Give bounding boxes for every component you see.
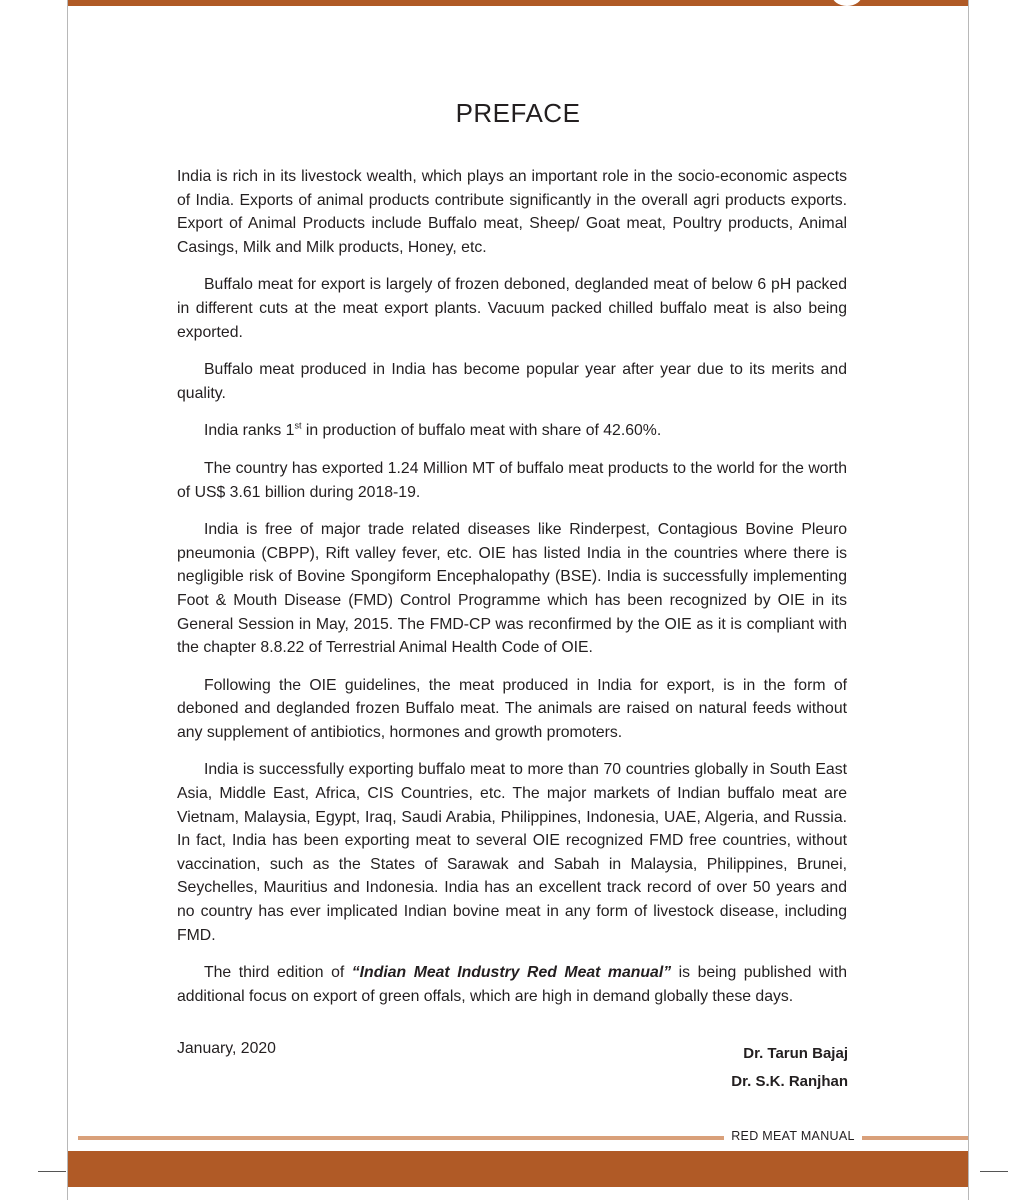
- signature-date: January, 2020: [177, 1040, 276, 1057]
- page-edge-left: [67, 0, 68, 1200]
- page-edge-right: [968, 0, 969, 1200]
- manual-title-emphasis: “Indian Meat Industry Red Meat manual”: [351, 964, 672, 982]
- footer-rule-left: [78, 1136, 724, 1140]
- footer-label: RED MEAT MANUAL: [724, 1129, 862, 1143]
- crop-mark-left: [38, 1171, 66, 1172]
- crop-mark-right: [980, 1171, 1008, 1172]
- paragraph-1: India is rich in its livestock wealth, which plays an important role in the socio-economic aspects of India. Exports of animal products contribute significantly in the overall agri products exports. Export of Animal Products include Buffalo meat, Sheep/ Goat meat, Poultry products, Animal Casings, Milk and Milk products, Honey, etc.: [177, 168, 847, 256]
- ordinal-superscript: st: [294, 421, 302, 432]
- footer-rule-right: [862, 1136, 968, 1140]
- paragraph-6: India is free of major trade related diseases like Rinderpest, Contagious Bovine Pleuro pneumonia (CBPP), Rift valley fever, etc. OIE has listed India in the countries where there is negligible risk of Bovine Spongiform Encephalopathy (BSE). India is successfully implementing Foot & Mouth Disease (FMD) Control Programme which has been recognized by OIE in its General Session in May, 2015. The FMD-CP was reconfirmed by the OIE as it is compliant with the chapter 8.8.22 of Terrestrial Animal Health Code of OIE.: [177, 521, 847, 657]
- paragraph-9-text-end: is being published with additional focus on export of green offals, which are high in demand globally these days.: [177, 964, 847, 1005]
- paragraph-9-text-start: The third edition of: [204, 964, 352, 982]
- paragraph-3: Buffalo meat produced in India has become popular year after year due to its merits and quality.: [177, 361, 847, 402]
- paragraph-9: [177, 961, 847, 1008]
- paragraph-7: Following the OIE guidelines, the meat produced in India for export, is in the form of deboned and deglanded frozen Buffalo meat. The animals are raised on natural feeds without any supplement of antibiotics, hormones and growth promoters.: [177, 676, 847, 741]
- paragraph-5: The country has exported 1.24 Million MT of buffalo meat products to the world for the worth of US$ 3.61 billion during 2018-19.: [177, 459, 847, 501]
- author-1: Dr. Tarun Bajaj: [743, 1045, 848, 1062]
- preface-body: [177, 165, 847, 1022]
- paragraph-2: Buffalo meat for export is largely of frozen deboned, deglanded meat of below 6 pH packed in different cuts at the meat export plants. Vacuum packed chilled buffalo meat is also being exported.: [177, 276, 847, 341]
- footer-band: [68, 1151, 968, 1187]
- author-2: Dr. S.K. Ranjhan: [731, 1073, 848, 1090]
- paragraph-4-text-start: India ranks 1: [204, 422, 295, 440]
- paragraph-4-text-end: in production of buffalo meat with share of 42.60%.: [301, 422, 662, 440]
- paragraph-4: [177, 419, 847, 443]
- page-title: PREFACE: [455, 98, 581, 128]
- paragraph-8: India is successfully exporting buffalo meat to more than 70 countries globally in South East Asia, Middle East, Africa, CIS Countries, etc. The major markets of Indian buffalo meat are Vietnam, Malaysia, Egypt, Iraq, Saudi Arabia, Philippines, Indonesia, UAE, Algeria, and Russia. In fact, India has been exporting meat to several OIE recognized FMD free countries, without vaccination, such as the States of Sarawak and Sabah in Malaysia, Philippines, Brunei, Seychelles, Mauritius and Indonesia. India has an excellent track record of over 50 years and no country has ever implicated Indian bovine meat in any form of livestock disease, including FMD.: [177, 761, 847, 944]
- signature-block: [731, 1040, 848, 1096]
- header-band: [68, 0, 968, 6]
